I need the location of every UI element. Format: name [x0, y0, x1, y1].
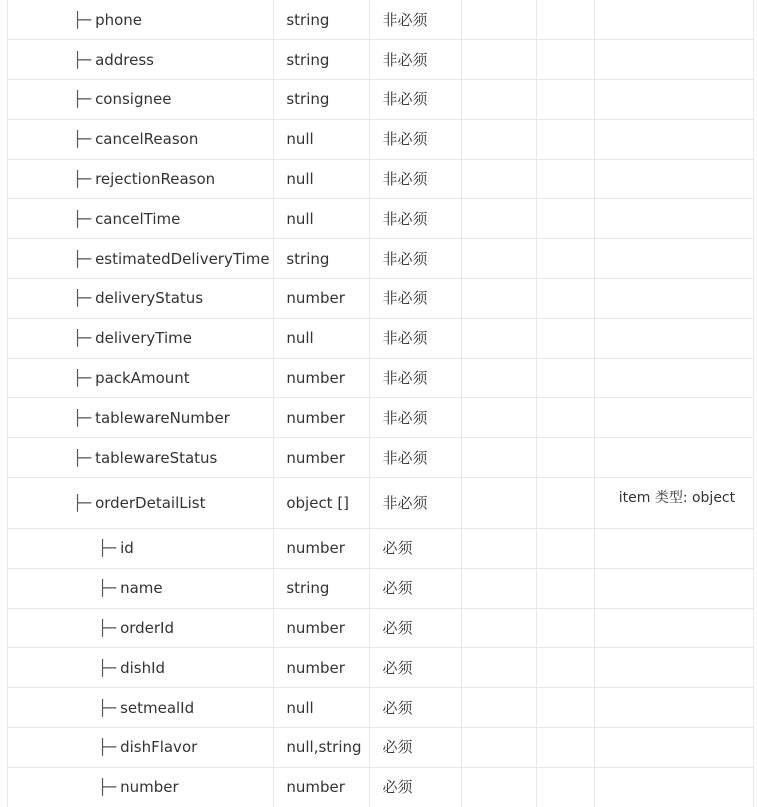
field-name-cell [8, 767, 274, 807]
field-type: null,string [274, 728, 370, 768]
field-other [594, 568, 753, 608]
field-default [461, 279, 536, 319]
tree-branch-icon: ├─ [98, 619, 117, 638]
field-other [594, 318, 753, 358]
field-description [536, 0, 594, 40]
table-row [8, 398, 754, 438]
field-description [536, 40, 594, 80]
field-name-cell [8, 398, 274, 438]
field-required: 非必须 [370, 438, 461, 478]
table-row [8, 199, 754, 239]
table-row [8, 767, 754, 807]
field-name-cell [8, 478, 274, 529]
field-other [594, 728, 753, 768]
tree-branch-icon: ├─ [73, 369, 92, 388]
field-other [594, 199, 753, 239]
field-required: 必须 [370, 648, 461, 688]
field-other [594, 648, 753, 688]
field-name: consignee [95, 90, 172, 109]
field-type: number [274, 398, 370, 438]
field-default [461, 648, 536, 688]
field-name: cancelReason [95, 130, 199, 149]
field-description [536, 767, 594, 807]
field-required: 必须 [370, 529, 461, 569]
field-required: 非必须 [370, 318, 461, 358]
field-type: null [274, 318, 370, 358]
field-name-cell [8, 568, 274, 608]
field-type: number [274, 529, 370, 569]
field-name-cell [8, 199, 274, 239]
tree-branch-icon: ├─ [98, 738, 117, 757]
field-name: id [120, 539, 134, 558]
field-default [461, 568, 536, 608]
field-default [461, 119, 536, 159]
field-default [461, 239, 536, 279]
tree-branch-icon: ├─ [98, 778, 117, 797]
field-type: string [274, 239, 370, 279]
field-name: rejectionReason [95, 170, 216, 189]
tree-branch-icon: ├─ [73, 289, 92, 308]
table-row [8, 318, 754, 358]
field-name: orderId [120, 619, 175, 638]
field-default [461, 728, 536, 768]
field-description [536, 80, 594, 120]
field-required: 必须 [370, 767, 461, 807]
field-name-cell [8, 80, 274, 120]
field-other [594, 358, 753, 398]
field-default [461, 478, 536, 529]
tree-branch-icon: ├─ [73, 130, 92, 149]
field-type: number [274, 279, 370, 319]
tree-branch-icon: ├─ [98, 698, 117, 717]
table-row [8, 438, 754, 478]
table-row [8, 478, 754, 529]
field-default [461, 688, 536, 728]
field-name: number [120, 778, 179, 797]
field-name-cell [8, 119, 274, 159]
field-name-cell [8, 0, 274, 40]
field-default [461, 318, 536, 358]
table-row [8, 529, 754, 569]
field-name-cell [8, 318, 274, 358]
field-name: setmealId [120, 698, 195, 717]
table-row [8, 40, 754, 80]
field-name: dishId [120, 658, 166, 677]
field-name: packAmount [95, 369, 190, 388]
field-type: number [274, 608, 370, 648]
tree-branch-icon: ├─ [98, 658, 117, 677]
field-type: null [274, 159, 370, 199]
tree-branch-icon: ├─ [73, 10, 92, 29]
field-default [461, 40, 536, 80]
table-row [8, 0, 754, 40]
field-description [536, 159, 594, 199]
field-description [536, 119, 594, 159]
field-description [536, 239, 594, 279]
tree-branch-icon: ├─ [73, 494, 92, 513]
field-default [461, 767, 536, 807]
field-required: 非必须 [370, 199, 461, 239]
field-name-cell [8, 688, 274, 728]
field-name: address [95, 50, 154, 69]
field-description [536, 728, 594, 768]
field-required: 非必须 [370, 279, 461, 319]
field-type: null [274, 688, 370, 728]
field-type: number [274, 438, 370, 478]
field-name: deliveryTime [95, 329, 193, 348]
field-required: 必须 [370, 568, 461, 608]
table-row [8, 688, 754, 728]
field-description [536, 199, 594, 239]
tree-branch-icon: ├─ [73, 50, 92, 69]
field-default [461, 529, 536, 569]
field-name-cell [8, 358, 274, 398]
field-description [536, 529, 594, 569]
field-required: 非必须 [370, 358, 461, 398]
field-type: number [274, 358, 370, 398]
tree-branch-icon: ├─ [73, 170, 92, 189]
field-other [594, 688, 753, 728]
field-name: dishFlavor [120, 738, 198, 757]
field-name-cell [8, 40, 274, 80]
table-row [8, 608, 754, 648]
field-default [461, 159, 536, 199]
field-default [461, 199, 536, 239]
table-row [8, 358, 754, 398]
field-default [461, 438, 536, 478]
field-name: tablewareStatus [95, 448, 218, 467]
field-default [461, 608, 536, 648]
field-other [594, 398, 753, 438]
field-name-cell [8, 529, 274, 569]
tree-branch-icon: ├─ [98, 579, 117, 598]
table-row [8, 119, 754, 159]
table-row [8, 80, 754, 120]
tree-branch-icon: ├─ [73, 448, 92, 467]
field-default [461, 80, 536, 120]
schema-table [7, 0, 754, 807]
field-description [536, 279, 594, 319]
field-name: tablewareNumber [95, 408, 230, 427]
field-description [536, 608, 594, 648]
field-description [536, 438, 594, 478]
field-other [594, 159, 753, 199]
field-name-cell [8, 608, 274, 648]
field-description [536, 478, 594, 529]
field-name-cell [8, 648, 274, 688]
field-other [594, 767, 753, 807]
field-default [461, 398, 536, 438]
tree-branch-icon: ├─ [73, 329, 92, 348]
field-other [594, 80, 753, 120]
field-name: cancelTime [95, 209, 181, 228]
field-required: 非必须 [370, 40, 461, 80]
field-default [461, 358, 536, 398]
field-required: 非必须 [370, 159, 461, 199]
field-name-cell [8, 279, 274, 319]
field-other [594, 529, 753, 569]
field-description [536, 398, 594, 438]
field-other [594, 279, 753, 319]
field-type: null [274, 119, 370, 159]
field-description [536, 648, 594, 688]
field-other [594, 438, 753, 478]
field-default [461, 0, 536, 40]
field-name: orderDetailList [95, 494, 206, 513]
tree-branch-icon: ├─ [73, 209, 92, 228]
field-other [594, 239, 753, 279]
table-row [8, 239, 754, 279]
field-type: number [274, 767, 370, 807]
field-description [536, 688, 594, 728]
field-name: phone [95, 10, 143, 29]
field-name-cell [8, 438, 274, 478]
table-row [8, 568, 754, 608]
table-row [8, 159, 754, 199]
field-description [536, 568, 594, 608]
tree-branch-icon: ├─ [73, 408, 92, 427]
field-name-cell [8, 239, 274, 279]
field-type: null [274, 199, 370, 239]
tree-branch-icon: ├─ [73, 90, 92, 109]
tree-branch-icon: ├─ [98, 539, 117, 558]
field-other: item 类型: object [594, 478, 753, 529]
field-required: 必须 [370, 688, 461, 728]
table-row [8, 728, 754, 768]
field-type: string [274, 40, 370, 80]
field-type: number [274, 648, 370, 688]
field-name: deliveryStatus [95, 289, 204, 308]
field-required: 非必须 [370, 398, 461, 438]
field-required: 必须 [370, 608, 461, 648]
tree-branch-icon: ├─ [73, 249, 92, 268]
field-required: 非必须 [370, 80, 461, 120]
field-type: string [274, 0, 370, 40]
field-other [594, 119, 753, 159]
field-other [594, 40, 753, 80]
field-type: string [274, 568, 370, 608]
table-row [8, 279, 754, 319]
field-name-cell [8, 728, 274, 768]
field-required: 非必须 [370, 239, 461, 279]
field-name: estimatedDeliveryTime [95, 249, 270, 268]
field-name: name [120, 579, 163, 598]
field-required: 必须 [370, 728, 461, 768]
field-name-cell [8, 159, 274, 199]
field-description [536, 358, 594, 398]
field-other [594, 0, 753, 40]
table-row [8, 648, 754, 688]
field-type: string [274, 80, 370, 120]
field-other [594, 608, 753, 648]
field-type: object [] [274, 478, 370, 529]
field-description [536, 318, 594, 358]
field-required: 非必须 [370, 478, 461, 529]
field-required: 非必须 [370, 119, 461, 159]
field-required: 非必须 [370, 0, 461, 40]
